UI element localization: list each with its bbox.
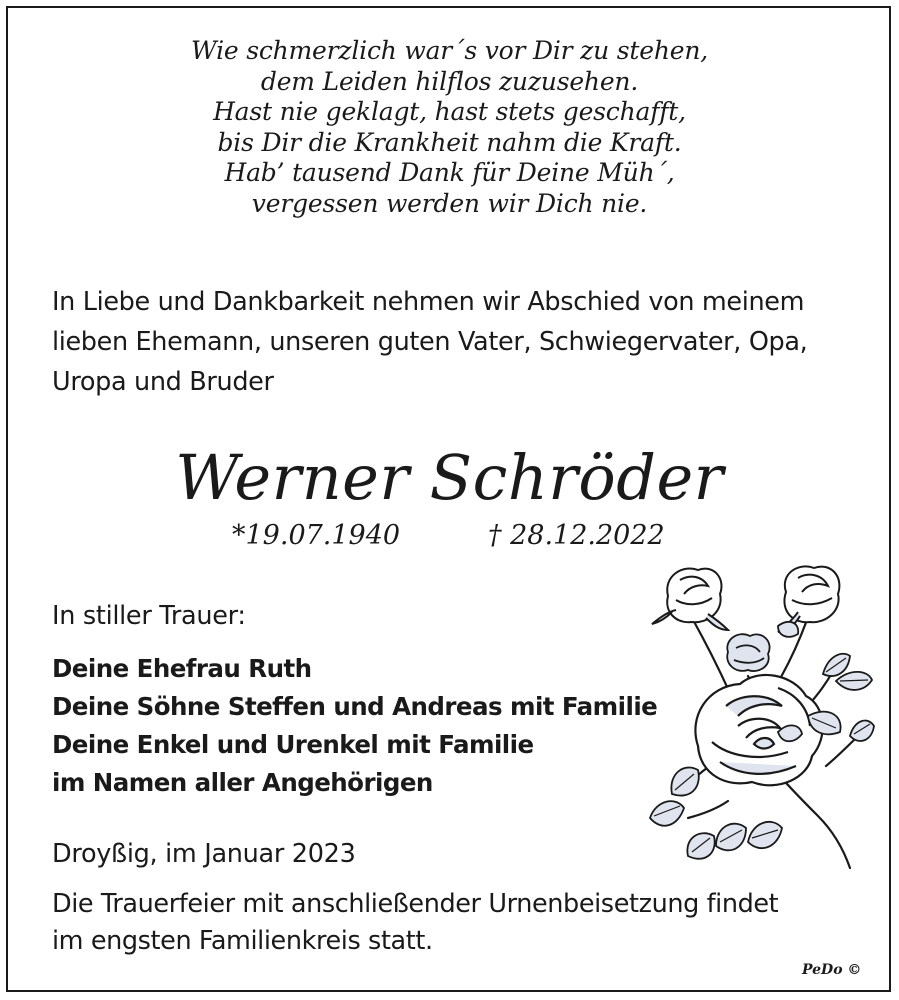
intro-line: lieben Ehemann, unseren guten Vater, Schwiegervater, Opa, bbox=[52, 327, 808, 357]
intro-text bbox=[52, 282, 852, 402]
death-date: † 28.12.2022 bbox=[488, 520, 665, 551]
artist-signature bbox=[800, 956, 878, 982]
ceremony-line: im engsten Familienkreis statt. bbox=[52, 926, 433, 956]
mourner-item: Deine Söhne Steffen und Andreas mit Familie bbox=[52, 692, 658, 721]
mourner-item: im Namen aller Angehörigen bbox=[52, 768, 433, 797]
poem-line: dem Leiden hilflos zuzusehen. bbox=[260, 66, 639, 96]
place-date: Droyßig, im Januar 2023 bbox=[52, 839, 356, 869]
mourner-item: Deine Enkel und Urenkel mit Familie bbox=[52, 730, 534, 759]
poem-line: vergessen werden wir Dich nie. bbox=[251, 188, 648, 218]
birth-date: *19.07.1940 bbox=[232, 520, 401, 551]
poem bbox=[0, 36, 899, 219]
signature-text: PeDo © bbox=[802, 962, 862, 978]
intro-line: In Liebe und Dankbarkeit nehmen wir Abschied von meinem bbox=[52, 287, 805, 317]
poem-line: Hab’ tausend Dank für Deine Müh´, bbox=[224, 158, 675, 187]
poem-line: Hast nie geklagt, hast stets geschafft, bbox=[213, 97, 686, 126]
deceased-name: Werner Schröder bbox=[175, 441, 724, 514]
mourners-list bbox=[52, 650, 657, 802]
roses-icon bbox=[628, 556, 878, 876]
poem-line: Wie schmerzlich war´s vor Dir zu stehen, bbox=[191, 36, 708, 65]
mourner-item: Deine Ehefrau Ruth bbox=[52, 654, 312, 683]
ceremony-info bbox=[52, 886, 778, 960]
mourning-label: In stiller Trauer: bbox=[52, 601, 246, 631]
intro-line: Uropa und Bruder bbox=[52, 367, 274, 397]
ceremony-line: Die Trauerfeier mit anschließender Urnenbeisetzung findet bbox=[52, 889, 779, 919]
poem-line: bis Dir die Krankheit nahm die Kraft. bbox=[217, 127, 682, 157]
